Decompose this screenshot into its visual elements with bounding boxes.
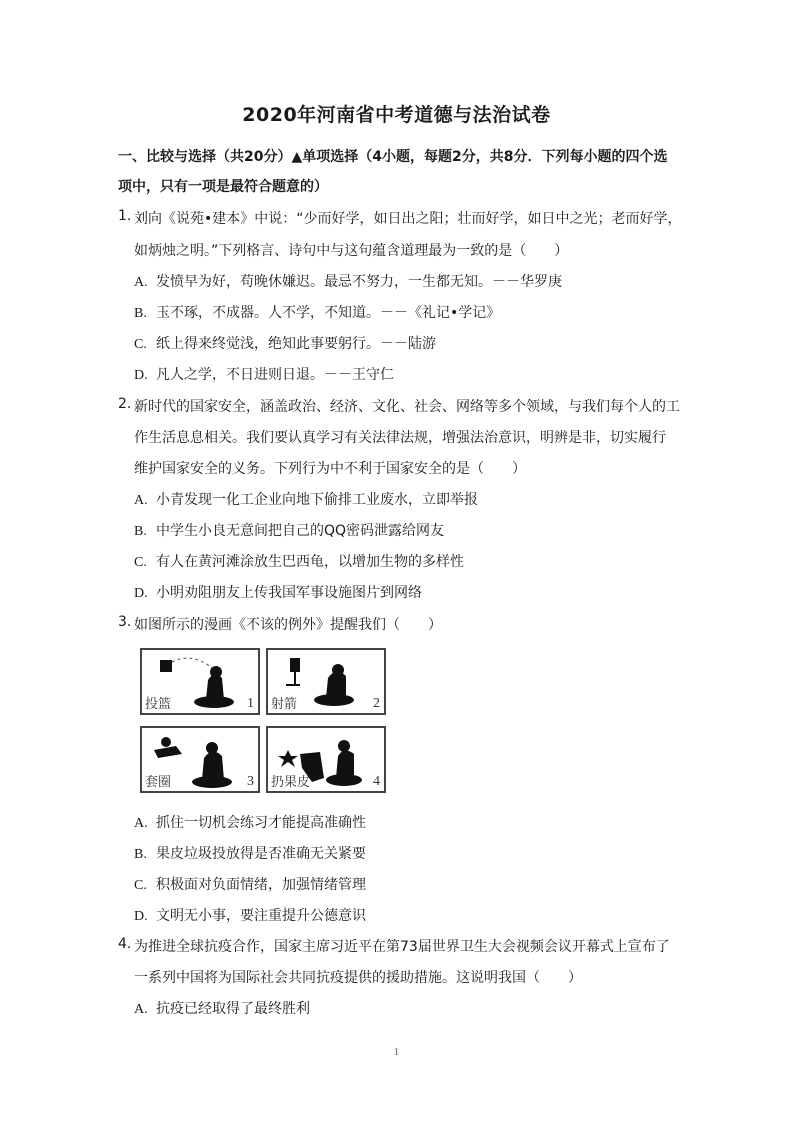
- section-header-line-2: 项中，只有一项是最符合题意的）: [118, 179, 328, 195]
- option-letter: D.: [134, 586, 148, 601]
- option-text: 抗疫已经取得了最终胜利: [156, 1001, 310, 1017]
- option-letter: B.: [134, 524, 147, 539]
- panel-caption: 扔果皮: [271, 775, 311, 790]
- option-letter: A.: [134, 275, 148, 290]
- question-number: 4.: [118, 936, 132, 952]
- question-stem-line: 如炳烛之明。”下列格言、诗句中与这句蕴含道理最为一致的是（ ）: [134, 243, 569, 259]
- option-letter: D.: [134, 368, 148, 383]
- question-stem-line: 为推进全球抗疫合作，国家主席习近平在第73届世界卫生大会视频会议开幕式上宣布了: [134, 939, 670, 955]
- option-d: [134, 364, 394, 384]
- option-b: [134, 843, 366, 863]
- option-a: [134, 489, 478, 509]
- option-letter: C.: [134, 555, 147, 570]
- option-letter: C.: [134, 878, 147, 893]
- panel-caption: 射箭: [271, 697, 298, 712]
- option-text: 发愤早为好，苟晚休嫌迟。最忌不努力，一生都无知。－－华罗庚: [156, 274, 562, 290]
- option-c: [134, 333, 436, 353]
- question-stem-line: 一系列中国将为国际社会共同抗疫提供的援助措施。这说明我国（ ）: [134, 970, 582, 986]
- option-text: 中学生小良无意间把自己的QQ密码泄露给网友: [156, 523, 445, 539]
- option-letter: B.: [134, 847, 147, 862]
- question-number: 1.: [118, 208, 132, 224]
- comic-panel-4: [266, 726, 386, 793]
- option-b: [134, 302, 500, 322]
- option-a: [134, 998, 310, 1018]
- option-text: 果皮垃圾投放得是否准确无关紧要: [156, 846, 366, 862]
- panel-number: 3: [247, 774, 254, 789]
- option-text: 抓住一切机会练习才能提高准确性: [156, 815, 366, 831]
- question-stem-line: 维护国家安全的义务。下列行为中不利于国家安全的是（ ）: [134, 461, 526, 477]
- option-text: 小明劝阻朋友上传我国军事设施图片到网络: [156, 585, 422, 601]
- option-text: 凡人之学，不日进则日退。－－王守仁: [156, 367, 394, 383]
- option-text: 小青发现一化工企业向地下偷排工业废水，立即举报: [156, 492, 478, 508]
- panel-caption: 套圈: [145, 775, 172, 790]
- panel-number: 4: [373, 774, 380, 789]
- option-letter: A.: [134, 493, 148, 508]
- question-stem-line: 如图所示的漫画《不该的例外》提醒我们（ ）: [134, 617, 442, 633]
- page-number: 1: [393, 1046, 400, 1058]
- option-d: [134, 582, 422, 602]
- option-letter: A.: [134, 816, 148, 831]
- comic-panel-3: [140, 726, 260, 793]
- option-a: [134, 812, 366, 832]
- question-stem-line: 新时代的国家安全，涵盖政治、经济、文化、社会、网络等多个领域，与我们每个人的工: [134, 399, 680, 415]
- option-letter: C.: [134, 337, 147, 352]
- option-text: 纸上得来终觉浅，绝知此事要躬行。－－陆游: [156, 336, 436, 352]
- comic-panel-1: [140, 648, 260, 715]
- page-title: 2020年河南省中考道德与法治试卷: [242, 104, 551, 126]
- question-stem-line: 刘向《说苑•建本》中说：“少而好学，如日出之阳；壮而好学，如日中之光；老而好学，: [134, 211, 682, 227]
- option-a: [134, 271, 562, 291]
- option-letter: D.: [134, 909, 148, 924]
- comic-figure: [140, 648, 390, 794]
- panel-number: 2: [373, 696, 380, 711]
- option-letter: A.: [134, 1002, 148, 1017]
- section-header-line-1: 一、比较与选择（共20分）▲单项选择（4小题，每题2分，共8分．下列每小题的四个选: [118, 149, 668, 165]
- option-text: 积极面对负面情绪，加强情绪管理: [156, 877, 366, 893]
- option-b: [134, 520, 444, 540]
- option-c: [134, 874, 366, 894]
- question-number: 3.: [118, 614, 132, 630]
- comic-panel-2: [266, 648, 386, 715]
- option-text: 玉不琢，不成器。人不学，不知道。－－《礼记•学记》: [156, 305, 501, 321]
- panel-caption: 投篮: [145, 697, 172, 712]
- question-number: 2.: [118, 396, 132, 412]
- option-text: 文明无小事，要注重提升公德意识: [156, 908, 366, 924]
- option-letter: B.: [134, 306, 147, 321]
- option-d: [134, 905, 366, 925]
- panel-number: 1: [247, 696, 254, 711]
- question-stem-line: 作生活息息相关。我们要认真学习有关法律法规，增强法治意识，明辨是非，切实履行: [134, 430, 666, 446]
- option-c: [134, 551, 464, 571]
- option-text: 有人在黄河滩涂放生巴西龟，以增加生物的多样性: [156, 554, 464, 570]
